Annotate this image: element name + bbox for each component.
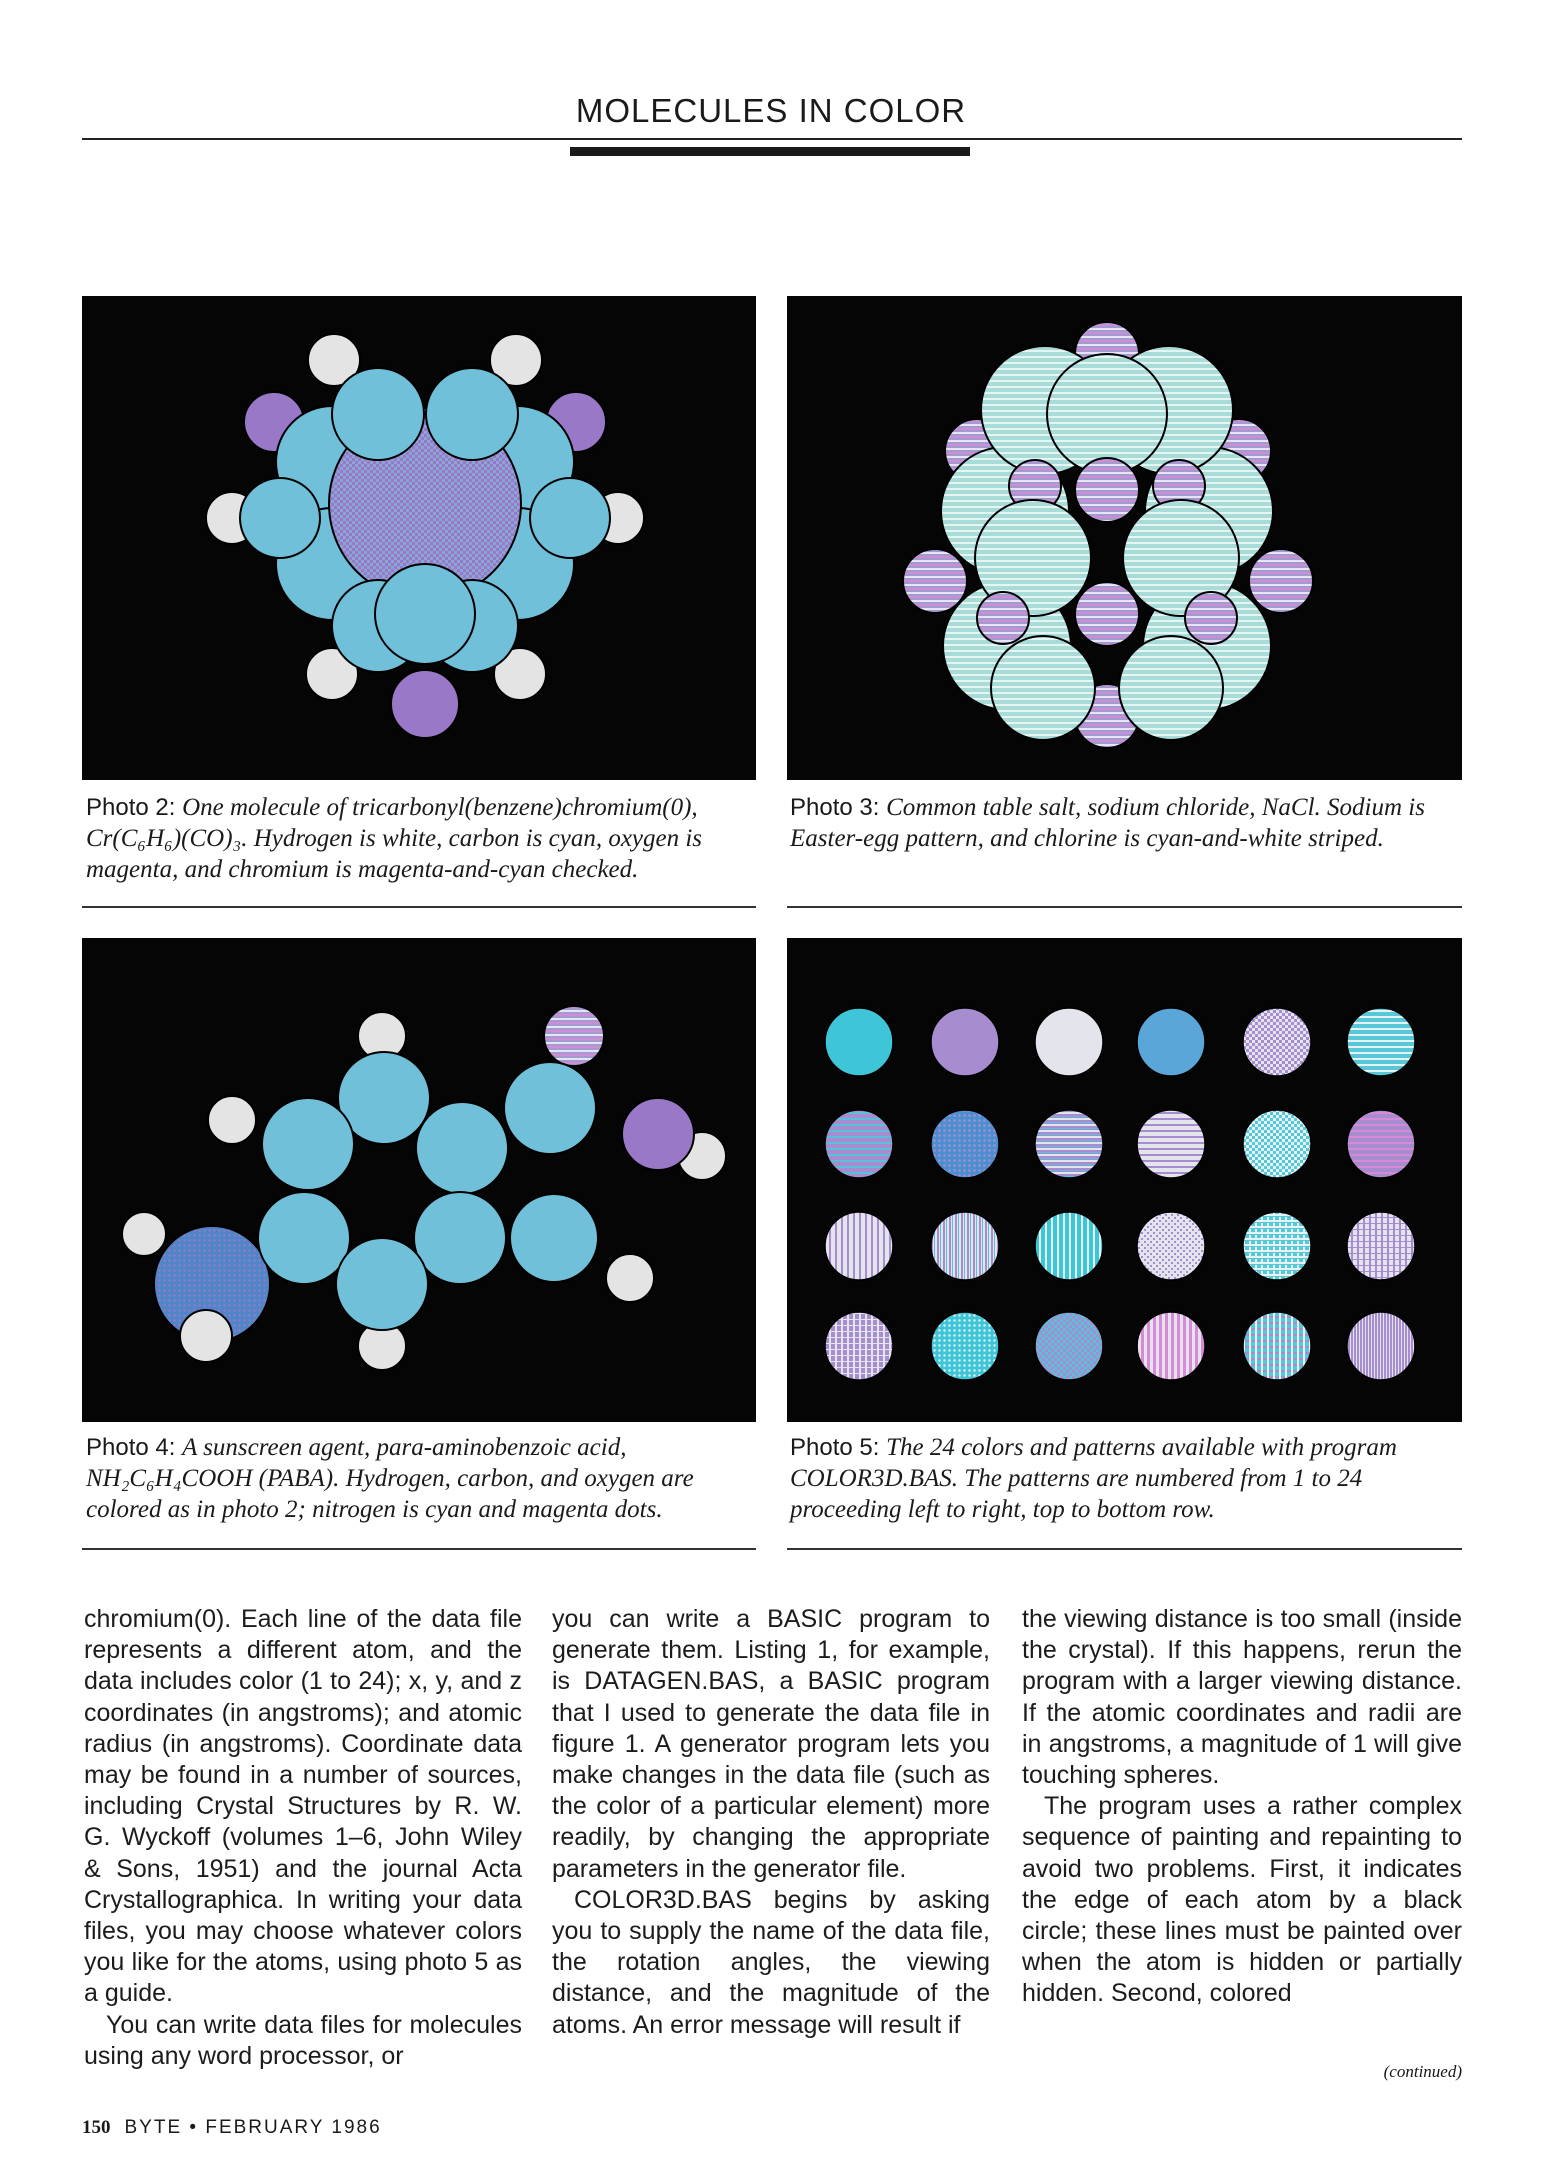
photo-5-caption	[790, 1432, 1460, 1525]
photo-3-caption	[790, 792, 1460, 854]
photo-3-crystal	[903, 322, 1313, 748]
carbon-atom	[375, 564, 475, 664]
sodium-atom	[903, 549, 967, 613]
photo-4-label: Photo 4:	[86, 1434, 176, 1461]
hydrogen-atom	[606, 1254, 654, 1302]
pattern-swatch-5	[1243, 1008, 1311, 1076]
paragraph: chromium(0). Each line of the data file represents a different atom, and the data includes color (1 to 24); x, y, and z coordinates (in angstroms); and atomic radius (in angstroms). Coordinate data may be found in a number of sources, including Crystal Structures by R. W. G. Wyckoff (volumes 1–6, John Wiley & Sons, 1951) and the journal Acta Crystallographica. In writing your data files, you may choose whatever colors you like for the atoms, using photo 5 as a guide.	[84, 1605, 522, 2008]
carbon-atom	[510, 1194, 598, 1282]
carbon-atom	[426, 368, 518, 460]
pattern-swatch-15	[1035, 1212, 1103, 1280]
photo-5-image	[787, 938, 1462, 1422]
sodium-atom	[1075, 582, 1139, 646]
pattern-swatch-11	[1243, 1110, 1311, 1178]
pattern-grid	[787, 938, 1462, 1422]
pattern-swatch-16	[1137, 1212, 1205, 1280]
pattern-swatch-21	[1035, 1312, 1103, 1380]
photo-2-rule	[82, 906, 756, 908]
photo-4-image	[82, 938, 756, 1422]
photo-4-molecule	[122, 1006, 726, 1370]
paragraph: the viewing distance is too small (inside the crystal). If this happens, rerun the program with a larger viewing distance. If the atomic coordinates and radii are in angstroms, a magnitude of 1 will give touching spheres.	[1022, 1605, 1462, 1790]
photo-5-caption-text: The 24 colors and patterns available with program COLOR3D.BAS. The patterns are numbered from 1 to 24 proceeding left to right, top to bottom row.	[790, 1434, 1397, 1523]
continued-note: (continued)	[1383, 2062, 1462, 2081]
pattern-swatch-20	[931, 1312, 999, 1380]
page-title: MOLECULES IN COLOR	[575, 92, 967, 129]
carbon-atom	[262, 1098, 354, 1190]
header-bar	[570, 147, 970, 156]
carbon-atom	[332, 368, 424, 460]
sodium-atom	[977, 592, 1029, 644]
pattern-swatch-17	[1243, 1212, 1311, 1280]
chlorine-atom	[991, 636, 1095, 740]
pattern-swatch-12	[1347, 1110, 1415, 1178]
pattern-swatch-14	[931, 1212, 999, 1280]
photo-2-caption-text: One molecule of tricarbonyl(benzene)chromium(0), Cr(C₆H₆)(CO)₃. Hydrogen is white, carbon is cyan, oxygen is magenta, and chromium is magenta-and-cyan checked.	[86, 794, 703, 883]
footer-text: BYTE • FEBRUARY 1986	[124, 2117, 382, 2138]
pattern-swatch-6	[1347, 1008, 1415, 1076]
oxygen-atom	[622, 1098, 694, 1170]
paragraph: COLOR3D.BAS begins by asking you to supply the name of the data file, the rotation angles, the viewing distance, and the magnitude of the atoms. An error message will result if	[552, 1885, 990, 2039]
pattern-swatch-7	[825, 1110, 893, 1178]
header-rule	[82, 138, 1462, 140]
pattern-swatch-9	[1035, 1110, 1103, 1178]
pattern-swatch-8	[931, 1110, 999, 1178]
carbon-atom	[414, 1192, 506, 1284]
photo-3-rule	[787, 906, 1462, 908]
hydrogen-atom	[180, 1310, 232, 1362]
photo-2-label: Photo 2:	[86, 794, 176, 821]
body-column-2	[552, 1604, 990, 2041]
pattern-swatch-24	[1347, 1312, 1415, 1380]
page-footer	[82, 2117, 382, 2139]
oxygen-atom	[391, 670, 459, 738]
sodium-atom	[1185, 592, 1237, 644]
carbon-atom	[504, 1062, 596, 1154]
photo-3-label: Photo 3:	[790, 794, 880, 821]
chlorine-atom	[1119, 636, 1223, 740]
photo-2-molecule	[206, 334, 644, 738]
hydrogen-atom	[208, 1096, 256, 1144]
body-column-1	[84, 1604, 522, 2072]
pattern-swatch-1	[825, 1008, 893, 1076]
photo-5-rule	[787, 1548, 1462, 1550]
pattern-swatch-13	[825, 1212, 893, 1280]
pattern-swatch-18	[1347, 1212, 1415, 1280]
pattern-swatch-10	[1137, 1110, 1205, 1178]
page-number: 150	[82, 2117, 111, 2138]
carbon-atom	[530, 478, 610, 558]
pattern-swatch-2	[931, 1008, 999, 1076]
photo-4-caption-text: A sunscreen agent, para-aminobenzoic acid, NH₂C₆H₄COOH (PABA). Hydrogen, carbon, and oxygen are colored as in photo 2; nitrogen is cyan and magenta dots.	[86, 1434, 694, 1523]
carbon-atom	[240, 478, 320, 558]
photo-3-caption-text: Common table salt, sodium chloride, NaCl. Sodium is Easter-egg pattern, and chlorine is cyan-and-white striped.	[790, 794, 1425, 852]
sodium-atom	[1075, 458, 1139, 522]
paragraph: The program uses a rather complex sequence of painting and repainting to avoid two problems. First, it indicates the edge of each atom by a black circle; these lines must be painted over when the atom is hidden or partially hidden. Second, colored	[1022, 1792, 1462, 2008]
carbon-atom	[336, 1238, 428, 1330]
photo-3-image	[787, 296, 1462, 780]
photo-5-label: Photo 5:	[790, 1434, 880, 1461]
body-column-3	[1022, 1604, 1462, 2010]
sodium-atom	[1249, 549, 1313, 613]
paragraph: you can write a BASIC program to generate them. Listing 1, for example, is DATAGEN.BAS, a BASIC program that I used to generate the data file in figure 1. A generator program lets you make changes in the data file (such as the color of a particular element) more readily, by changing the appropriate parameters in the generator file.	[552, 1605, 990, 1883]
pattern-swatch-3	[1035, 1008, 1103, 1076]
pattern-swatch-4	[1137, 1008, 1205, 1076]
photo-2-caption	[86, 792, 752, 885]
pattern-swatch-19	[825, 1312, 893, 1380]
chlorine-atom	[1047, 354, 1167, 474]
pattern-swatch-22	[1137, 1312, 1205, 1380]
carbon-atom	[416, 1102, 508, 1194]
photo-4-caption	[86, 1432, 752, 1525]
photo-2-image	[82, 296, 756, 780]
pattern-swatch-23	[1243, 1312, 1311, 1380]
photo-4-rule	[82, 1548, 756, 1550]
hydrogen-atom	[122, 1212, 166, 1256]
paragraph: You can write data files for molecules using any word processor, or	[84, 2010, 522, 2070]
carbon-atom	[258, 1192, 350, 1284]
oxygen-atom	[544, 1006, 604, 1066]
